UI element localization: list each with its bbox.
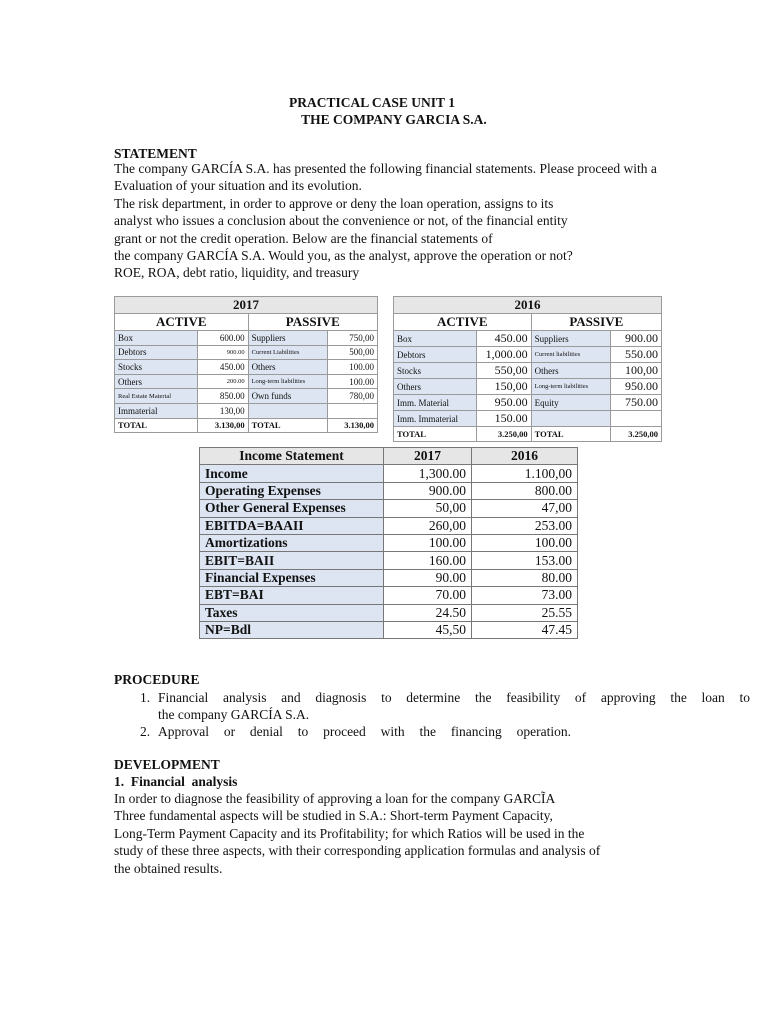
value-2016: 25.55	[472, 604, 578, 621]
active-label: Immaterial	[115, 403, 198, 418]
table-row	[115, 389, 378, 404]
development-heading: DEVELOPMENT	[114, 757, 220, 772]
column-header-2017: 2017	[384, 448, 472, 465]
year-header: 2016	[394, 297, 662, 314]
passive-value: 950.00	[611, 379, 662, 395]
procedure-item-1	[140, 689, 750, 723]
list-number: 1.	[140, 690, 151, 705]
total-label: TOTAL	[115, 418, 198, 433]
statement-line: The company GARCÍA S.A. has presented the following financial statements. Please proceed with a	[114, 161, 657, 176]
table-row	[394, 411, 662, 427]
total-label: TOTAL	[531, 427, 611, 442]
value-2016: 100.00	[472, 534, 578, 551]
value-2017: 160.00	[384, 552, 472, 569]
active-label: Box	[394, 331, 477, 347]
list-number: 2.	[140, 724, 151, 739]
active-label: Others	[115, 374, 198, 389]
table-row	[394, 363, 662, 379]
row-label: Taxes	[200, 604, 384, 621]
passive-value: 500,00	[328, 345, 378, 360]
value-2016: 800.00	[472, 482, 578, 499]
total-row	[394, 427, 662, 442]
procedure-item-text: Financial analysis and diagnosis to determine the feasibility of approving the loan to	[158, 690, 750, 705]
value-2017: 24.50	[384, 604, 472, 621]
table-row	[200, 604, 578, 621]
row-label: EBITDA=BAAII	[200, 517, 384, 534]
value-2017: 50,00	[384, 500, 472, 517]
passive-value: 100.00	[328, 374, 378, 389]
statement-line: Evaluation of your situation and its evolution.	[114, 178, 362, 194]
balance-sheet-2017	[114, 296, 378, 433]
value-2017: 45,50	[384, 621, 472, 638]
active-label: Imm. Material	[394, 395, 477, 411]
value-2017: 70.00	[384, 587, 472, 604]
active-label: Stocks	[115, 360, 198, 375]
active-value: 130,00	[197, 403, 248, 418]
statement-line: analyst who issues a conclusion about the convenience or not, of the financial entity	[114, 213, 568, 229]
statement-paragraph	[114, 160, 754, 282]
value-2017: 100.00	[384, 534, 472, 551]
table-row	[200, 569, 578, 586]
statement-line: the company GARCÍA S.A. Would you, as the analyst, approve the operation or not?	[114, 248, 573, 264]
income-statement-table	[199, 447, 578, 639]
table-row	[115, 403, 378, 418]
active-header: ACTIVE	[394, 314, 532, 331]
table-row	[200, 465, 578, 482]
row-label: EBIT=BAII	[200, 552, 384, 569]
value-2017: 90.00	[384, 569, 472, 586]
year-header: 2017	[115, 297, 378, 314]
table-row	[394, 379, 662, 395]
active-total: 3.130,00	[197, 418, 248, 433]
passive-label: Suppliers	[248, 331, 328, 346]
passive-header: PASSIVE	[248, 314, 377, 331]
development-line: In order to diagnose the feasibility of approving a loan for the company GARCĨA	[114, 791, 556, 806]
row-label: EBT=BAI	[200, 587, 384, 604]
passive-label: Long-term liabilities	[248, 374, 328, 389]
passive-value: 750,00	[328, 331, 378, 346]
procedure-heading: PROCEDURE	[114, 672, 200, 687]
active-value: 600.00	[197, 331, 248, 346]
table-row	[115, 374, 378, 389]
table-row	[200, 517, 578, 534]
row-label: Operating Expenses	[200, 482, 384, 499]
value-2016: 47.45	[472, 621, 578, 638]
document-subtitle: THE COMPANY GARCIA S.A.	[301, 112, 487, 127]
total-label: TOTAL	[394, 427, 477, 442]
income-statement-header: Income Statement	[200, 448, 384, 465]
value-2016: 80.00	[472, 569, 578, 586]
passive-value	[328, 403, 378, 418]
total-row	[115, 418, 378, 433]
table-row	[115, 345, 378, 360]
passive-label: Others	[248, 360, 328, 375]
development-line: Long-Term Payment Capacity and its Profitability; for which Ratios will be used in the	[114, 825, 585, 841]
document-title: PRACTICAL CASE UNIT 1	[289, 95, 455, 110]
active-total: 3.250,00	[476, 427, 531, 442]
table-row	[200, 482, 578, 499]
active-label: Others	[394, 379, 477, 395]
active-label: Box	[115, 331, 198, 346]
statement-line: The risk department, in order to approve or deny the loan operation, assigns to its	[114, 195, 554, 211]
value-2017: 900.00	[384, 482, 472, 499]
passive-label: Current Liabilities	[248, 345, 328, 360]
table-row	[115, 360, 378, 375]
passive-value: 750.00	[611, 395, 662, 411]
column-header-2016: 2016	[472, 448, 578, 465]
value-2016: 153.00	[472, 552, 578, 569]
total-label: TOTAL	[248, 418, 328, 433]
table-row	[200, 552, 578, 569]
active-header: ACTIVE	[115, 314, 249, 331]
active-label: Real Estate Material	[115, 389, 198, 404]
value-2016: 73.00	[472, 587, 578, 604]
row-label: Other General Expenses	[200, 500, 384, 517]
active-value: 200.00	[197, 374, 248, 389]
balance-sheet-2016	[393, 296, 662, 442]
active-label: Debtors	[394, 347, 477, 363]
active-label: Debtors	[115, 345, 198, 360]
table-row	[115, 331, 378, 346]
passive-label: Suppliers	[531, 331, 611, 347]
development-line: study of these three aspects, with their corresponding application formulas and analysis of	[114, 843, 601, 859]
passive-label	[531, 411, 611, 427]
value-2016: 1.100,00	[472, 465, 578, 482]
value-2016: 47,00	[472, 500, 578, 517]
development-line: Three fundamental aspects will be studied in S.A.: Short-term Payment Capacity,	[114, 808, 553, 824]
procedure-item-2	[140, 723, 571, 740]
passive-label: Equity	[531, 395, 611, 411]
active-value: 950.00	[476, 395, 531, 411]
passive-value: 100,00	[611, 363, 662, 379]
passive-value: 550.00	[611, 347, 662, 363]
table-row	[200, 534, 578, 551]
passive-label: Own funds	[248, 389, 328, 404]
active-value: 900.00	[197, 345, 248, 360]
active-value: 450.00	[197, 360, 248, 375]
row-label: Income	[200, 465, 384, 482]
active-label: Stocks	[394, 363, 477, 379]
passive-label: Current liabilities	[531, 347, 611, 363]
row-label: NP=Bdl	[200, 621, 384, 638]
passive-label: Long-term liabilities	[531, 379, 611, 395]
active-value: 850.00	[197, 389, 248, 404]
table-row	[200, 621, 578, 638]
row-label: Financial Expenses	[200, 569, 384, 586]
passive-total: 3.130,00	[328, 418, 378, 433]
procedure-item-text: Approval or denial to proceed with the financing operation.	[158, 724, 571, 739]
active-value: 550,00	[476, 363, 531, 379]
passive-total: 3.250,00	[611, 427, 662, 442]
active-label: Imm. Immaterial	[394, 411, 477, 427]
statement-line: ROE, ROA, debt ratio, liquidity, and treasury	[114, 265, 360, 281]
passive-value: 900.00	[611, 331, 662, 347]
table-row	[394, 347, 662, 363]
active-value: 150.00	[476, 411, 531, 427]
passive-value	[611, 411, 662, 427]
procedure-item-text: the company GARCÍA S.A.	[158, 707, 310, 722]
statement-line: grant or not the credit operation. Below are the financial statements of	[114, 230, 493, 246]
table-row	[394, 395, 662, 411]
development-paragraph	[114, 790, 754, 877]
active-value: 1,000.00	[476, 347, 531, 363]
value-2016: 253.00	[472, 517, 578, 534]
active-value: 150,00	[476, 379, 531, 395]
table-row	[200, 587, 578, 604]
passive-value: 100.00	[328, 360, 378, 375]
passive-label: Others	[531, 363, 611, 379]
value-2017: 260,00	[384, 517, 472, 534]
table-row	[394, 331, 662, 347]
passive-label	[248, 403, 328, 418]
passive-header: PASSIVE	[531, 314, 661, 331]
table-row	[200, 500, 578, 517]
statement-heading: STATEMENT	[114, 146, 197, 161]
development-line: the obtained results.	[114, 860, 223, 876]
value-2017: 1,300.00	[384, 465, 472, 482]
active-value: 450.00	[476, 331, 531, 347]
development-subheading: 1. Financial analysis	[114, 774, 238, 789]
row-label: Amortizations	[200, 534, 384, 551]
passive-value: 780,00	[328, 389, 378, 404]
